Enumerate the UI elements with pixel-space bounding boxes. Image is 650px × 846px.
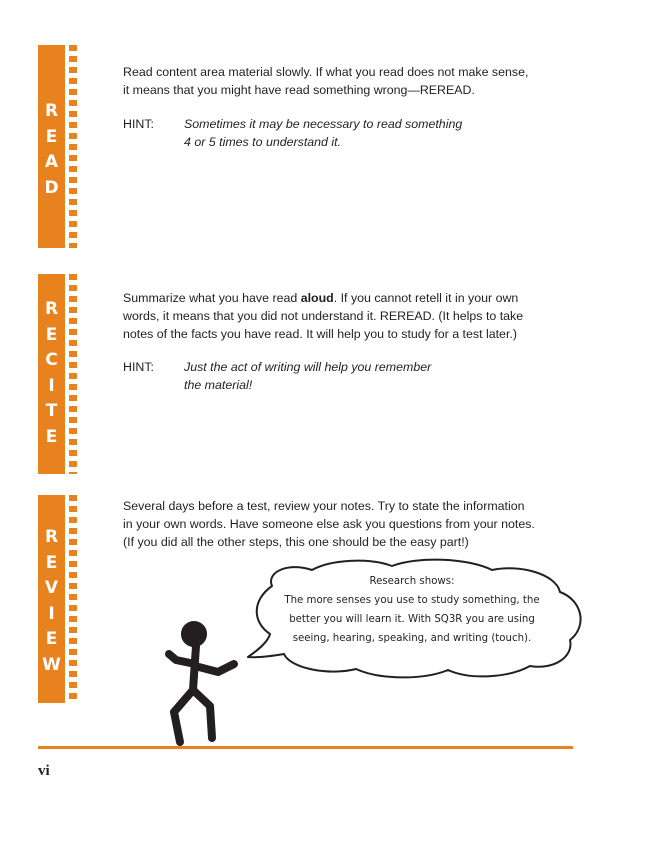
hint-line: Sometimes it may be necessary to read something [184,117,463,131]
bubble-line: The more senses you use to study something, the [284,595,540,606]
stick-figure-left-arm [169,654,195,664]
paragraph-line: Read content area material slowly. If what you read does not make sense, [123,65,529,79]
sidebar-letter: C [45,350,58,370]
bold-emphasis: aloud [300,291,334,305]
sidebar-letter: E [45,629,58,649]
hint-line: 4 or 5 times to understand it. [184,135,342,149]
bubble-line: Research shows: [369,576,455,587]
read-hint-label: HINT: [123,117,154,131]
sidebar-letter: E [45,126,58,147]
paragraph-line: (If you did all the other steps, this one should be the easy part!) [123,535,469,549]
paragraph-line: it means that you might have read something wrong—REREAD. [123,83,475,97]
bubble-line: seeing, hearing, speaking, and writing (touch). [292,633,532,644]
recite-hint-label: HINT: [123,360,154,374]
sidebar-letter: R [44,101,59,121]
paragraph-line: words, it means that you did not understand it. REREAD. (It helps to take [123,309,524,323]
paragraph-line: Several days before a test, review your notes. Try to state the information [123,499,525,513]
sidebar-letter: D [44,177,59,198]
footer-rule [38,746,573,749]
bubble-line: better you will learn it. With SQ3R you are using [289,614,535,625]
sidebar-letter: I [48,375,55,396]
sidebar-letter: V [44,578,59,598]
hint-line: Just the act of writing will help you remember [184,360,432,374]
sidebar-letter: R [44,527,59,547]
paragraph-line: notes of the facts you have read. It will help you to study for a test later.) [123,327,517,341]
paragraph-text: . If you cannot retell it in your own [333,291,519,305]
sidebar-letter: W [42,654,61,675]
sidebar-letter: E [45,324,58,345]
stick-figure-head [182,622,206,646]
sidebar-letter: E [45,552,58,573]
stick-figure-right-leg [193,690,212,738]
page-number: vi [38,763,50,779]
stick-figure-right-arm [195,664,234,672]
stick-figure-left-leg [174,690,193,742]
sidebar-letter: A [44,152,59,172]
paragraph-line: in your own words. Have someone else ask you questions from your notes. [123,517,535,531]
hint-line: the material! [184,378,253,392]
sidebar-letter: E [45,426,58,447]
sidebar-letter: I [48,603,55,624]
sidebar-letter: R [44,299,59,319]
paragraph-text: Summarize what you have read [123,291,301,305]
sidebar-letter: T [45,401,58,421]
